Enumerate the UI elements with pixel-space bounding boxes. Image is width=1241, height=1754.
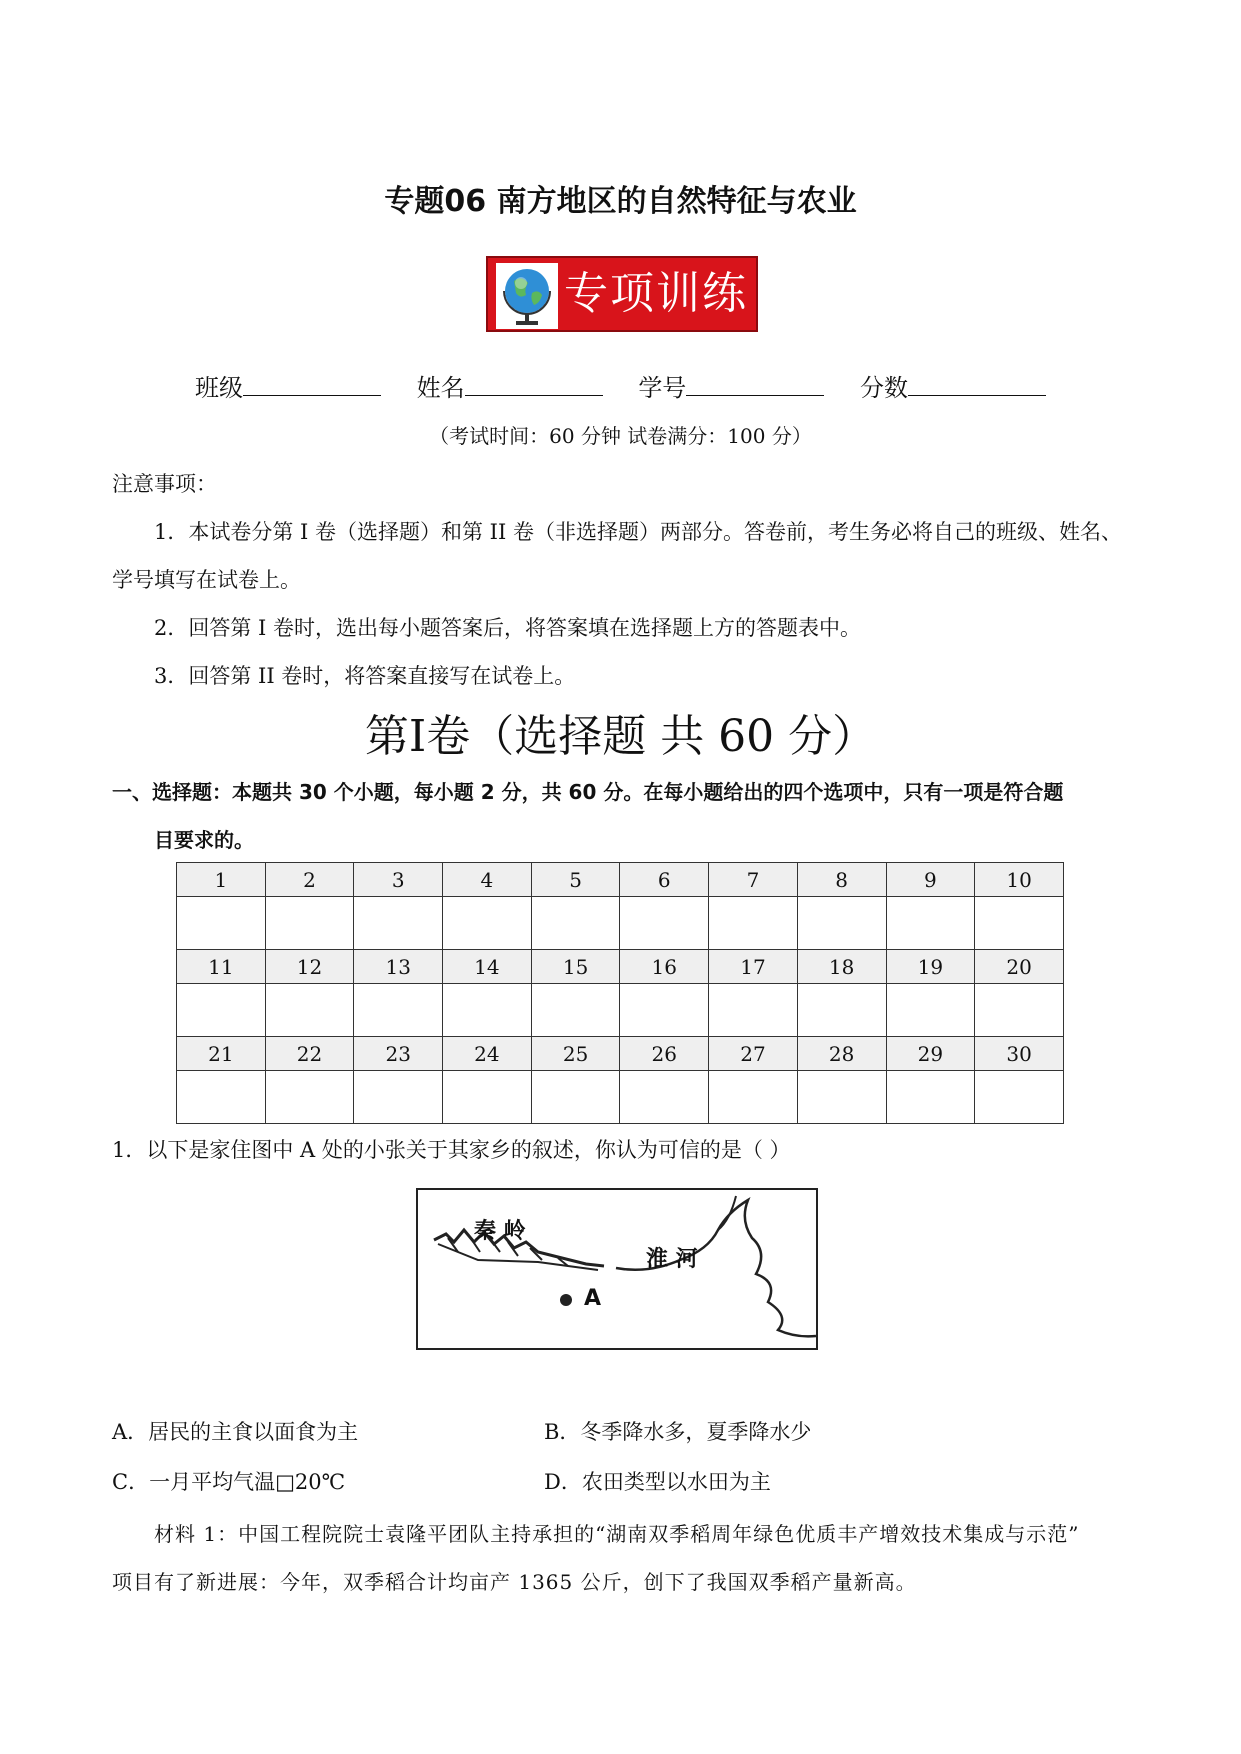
- answer-cell[interactable]: [886, 897, 975, 950]
- page-title: 专题06 南方地区的自然特征与农业: [384, 184, 857, 219]
- answer-number: 12: [265, 950, 354, 984]
- score-blank[interactable]: [908, 373, 1046, 396]
- exam-info: （考试时间：60 分钟 试卷满分：100 分）: [429, 424, 812, 448]
- answer-number: 30: [975, 1037, 1064, 1071]
- answer-number-row: [177, 863, 1064, 897]
- answer-cell[interactable]: [620, 984, 709, 1037]
- answer-blank-row: [177, 984, 1064, 1037]
- notice-item-1: 1．本试卷分第 I 卷（选择题）和第 II 卷（非选择题）两部分。答卷前，考生务必将自己的班级、姓名、: [154, 520, 1122, 544]
- score-label: 分数: [859, 374, 908, 402]
- answer-number-row: [177, 950, 1064, 984]
- answer-cell[interactable]: [620, 897, 709, 950]
- name-label: 姓名: [416, 374, 465, 402]
- answer-number: 1: [177, 863, 266, 897]
- part1-instructions-cont: 目要求的。: [154, 828, 254, 852]
- question-1-stem: 1．以下是家住图中 A 处的小张关于其家乡的叙述，你认为可信的是（ ）: [112, 1138, 791, 1162]
- option-a[interactable]: A．居民的主食以面食为主: [112, 1420, 359, 1444]
- answer-cell[interactable]: [265, 897, 354, 950]
- answer-number: 20: [975, 950, 1064, 984]
- label-point-a: A: [584, 1286, 602, 1311]
- qinling-huaihe-map: [416, 1188, 818, 1350]
- special-training-badge: [486, 256, 758, 332]
- badge-label: 专项训练: [564, 268, 748, 319]
- part1-instructions: 一、选择题：本题共 30 个小题，每小题 2 分，共 60 分。在每小题给出的四个选项中，只有一项是符合题: [112, 780, 1064, 804]
- option-b[interactable]: B．冬季降水多，夏季降水少: [544, 1420, 812, 1444]
- option-d[interactable]: D．农田类型以水田为主: [544, 1470, 771, 1494]
- answer-cell[interactable]: [354, 1071, 443, 1124]
- answer-number: 10: [975, 863, 1064, 897]
- answer-cell[interactable]: [797, 1071, 886, 1124]
- answer-cell[interactable]: [177, 984, 266, 1037]
- notice-item-2: 2．回答第 I 卷时，选出每小题答案后，将答案填在选择题上方的答题表中。: [154, 616, 862, 640]
- notice-item-3: 3．回答第 II 卷时，将答案直接写在试卷上。: [154, 664, 576, 688]
- answer-table: [176, 862, 1064, 1124]
- answer-number: 26: [620, 1037, 709, 1071]
- answer-number: 23: [354, 1037, 443, 1071]
- answer-cell[interactable]: [531, 897, 620, 950]
- answer-number: 25: [531, 1037, 620, 1071]
- answer-cell[interactable]: [443, 897, 532, 950]
- answer-cell[interactable]: [620, 1071, 709, 1124]
- answer-number: 17: [709, 950, 798, 984]
- answer-number: 18: [797, 950, 886, 984]
- answer-number: 7: [709, 863, 798, 897]
- answer-number: 22: [265, 1037, 354, 1071]
- answer-cell[interactable]: [709, 897, 798, 950]
- answer-number: 15: [531, 950, 620, 984]
- student-id-field[interactable]: [638, 368, 824, 403]
- globe-icon: [496, 263, 558, 329]
- label-qinling: 秦 岭: [474, 1219, 526, 1244]
- answer-cell[interactable]: [797, 984, 886, 1037]
- answer-blank-row: [177, 897, 1064, 950]
- notice-item-1-cont: 学号填写在试卷上。: [112, 568, 301, 592]
- answer-number: 5: [531, 863, 620, 897]
- answer-cell[interactable]: [709, 984, 798, 1037]
- name-blank[interactable]: [465, 373, 603, 396]
- answer-number: 14: [443, 950, 532, 984]
- answer-cell[interactable]: [354, 897, 443, 950]
- answer-number: 8: [797, 863, 886, 897]
- material-1-cont: 项目有了新进展：今年，双季稻合计均亩产 1365 公斤，创下了我国双季稻产量新高。: [112, 1570, 917, 1594]
- notice-heading: 注意事项：: [112, 472, 217, 496]
- score-field[interactable]: [860, 368, 1046, 403]
- answer-cell[interactable]: [886, 984, 975, 1037]
- point-a-marker: [560, 1294, 572, 1306]
- answer-number: 4: [443, 863, 532, 897]
- answer-cell[interactable]: [265, 984, 354, 1037]
- answer-cell[interactable]: [177, 897, 266, 950]
- answer-cell[interactable]: [975, 897, 1064, 950]
- answer-number: 3: [354, 863, 443, 897]
- answer-cell[interactable]: [531, 984, 620, 1037]
- label-huaihe: 淮 河: [646, 1247, 698, 1272]
- section-title: 第I卷（选择题 共 60 分）: [364, 711, 877, 762]
- class-blank[interactable]: [243, 373, 381, 396]
- answer-number: 11: [177, 950, 266, 984]
- answer-cell[interactable]: [354, 984, 443, 1037]
- answer-number: 13: [354, 950, 443, 984]
- answer-cell[interactable]: [531, 1071, 620, 1124]
- answer-number: 28: [797, 1037, 886, 1071]
- answer-cell[interactable]: [797, 897, 886, 950]
- answer-cell[interactable]: [443, 1071, 532, 1124]
- answer-number: 9: [886, 863, 975, 897]
- class-field[interactable]: [195, 368, 381, 403]
- answer-cell[interactable]: [975, 984, 1064, 1037]
- answer-number: 21: [177, 1037, 266, 1071]
- answer-cell[interactable]: [177, 1071, 266, 1124]
- answer-number: 16: [620, 950, 709, 984]
- answer-number: 27: [709, 1037, 798, 1071]
- student-id-label: 学号: [638, 374, 687, 402]
- material-1: 材料 1：中国工程院院士袁隆平团队主持承担的“湖南双季稻周年绿色优质丰产增效技术集成与示范”: [154, 1522, 1080, 1546]
- answer-cell[interactable]: [443, 984, 532, 1037]
- class-label: 班级: [195, 374, 244, 402]
- answer-cell[interactable]: [265, 1071, 354, 1124]
- student-id-blank[interactable]: [686, 373, 824, 396]
- answer-number: 24: [443, 1037, 532, 1071]
- option-c[interactable]: C．一月平均气温□20℃: [112, 1470, 346, 1494]
- answer-number: 6: [620, 863, 709, 897]
- answer-number: 19: [886, 950, 975, 984]
- answer-cell[interactable]: [975, 1071, 1064, 1124]
- answer-number: 2: [265, 863, 354, 897]
- answer-number: 29: [886, 1037, 975, 1071]
- name-field[interactable]: [417, 368, 603, 403]
- student-info-fields: [0, 368, 1241, 403]
- answer-number-row: [177, 1037, 1064, 1071]
- answer-cell[interactable]: [886, 1071, 975, 1124]
- answer-cell[interactable]: [709, 1071, 798, 1124]
- answer-blank-row: [177, 1071, 1064, 1124]
